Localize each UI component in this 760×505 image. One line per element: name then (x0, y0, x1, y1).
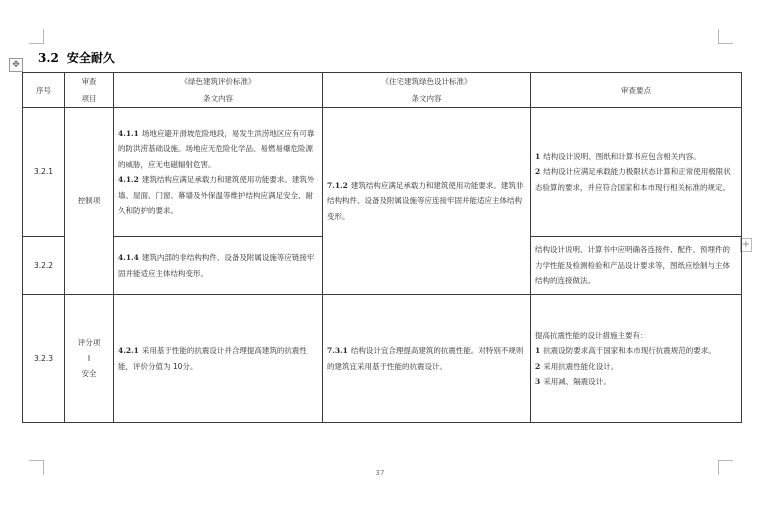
section-title: 安全耐久 (66, 51, 115, 65)
header-review-item-line2: 项目 (81, 94, 97, 103)
gb-clause (118, 343, 318, 374)
gb-clause-text: 建筑内部的非结构构件、设备及附属设施等应链接牢固并能适应主体结构变形。 (118, 253, 315, 278)
review-points-cell (531, 295, 742, 423)
table-row (23, 108, 742, 237)
review-point-text: 采用抗震性能化设计。 (543, 361, 619, 371)
header-gb-standard-line2: 条文内容 (203, 94, 233, 103)
header-review-item-line1: 审查 (81, 77, 97, 86)
review-points-cell (531, 108, 742, 237)
header-residential-standard-line2: 条文内容 (411, 94, 442, 103)
review-point-text: 结构设计说明、图纸和计算书应包含相关内容。 (543, 151, 701, 161)
row-category (65, 295, 114, 423)
table-add-row-icon[interactable]: + (741, 239, 751, 250)
header-residential-standard (323, 73, 531, 108)
review-point-number: 1 (535, 151, 541, 161)
review-point-text: 采用减、隔震设计。 (543, 377, 611, 386)
residential-clause (327, 343, 526, 374)
review-points-cell (531, 237, 742, 295)
review-table (22, 72, 742, 423)
row-category-line1: 评分项 (77, 338, 101, 348)
gb-clause (118, 250, 318, 281)
residential-clause-text: 建筑结构应满足承载力和建筑使用功能要求。建筑非结构构件、设备及附属设施等应连接牢固并能适应主体结构变形。 (327, 180, 524, 221)
review-point (535, 374, 737, 390)
header-gb-standard (114, 73, 323, 108)
review-point-text: 结构设计应满足承载能力极限状态计算和正常使用极限状态验算的要求，并应符合国家和本市现行相关标准的规定。 (535, 167, 731, 192)
review-point-number: 2 (535, 167, 541, 177)
gb-clause (118, 126, 318, 173)
residential-clause-cell (323, 108, 531, 295)
crop-mark-top-left (29, 29, 44, 44)
gb-clause-number: 4.1.4 (118, 253, 139, 262)
section-heading (38, 49, 123, 66)
gb-clause-cell (114, 295, 323, 423)
gb-clause-number: 4.2.1 (118, 346, 139, 355)
table-header-row (23, 73, 742, 108)
residential-clause-cell (323, 295, 531, 423)
gb-clause-text: 场地应避开滑坡危险地段，易发生洪涝地区应有可靠的防洪涝基础设施。场地应无危险化学品、易燃易爆危险源的威胁，应无电磁辐射危害。 (118, 128, 315, 169)
gb-clause-text: 采用基于性能的抗震设计并合理提高建筑的抗震性能，评价分值为 10分。 (118, 346, 307, 371)
header-serial: 序号 (23, 73, 65, 108)
gb-clause-number: 4.1.2 (118, 175, 139, 184)
review-point (535, 359, 737, 375)
crop-mark-top-right (718, 29, 733, 44)
review-point-text: 结构设计说明、计算书中应明确各连接件、配件、预埋件的力学性能及检测检验和产品设计要求等，图纸应绘制与主体结构的连接做法。 (535, 245, 730, 286)
gb-clause-number: 4.1.1 (118, 128, 139, 138)
header-review-item (65, 73, 114, 108)
residential-clause-number: 7.1.2 (327, 180, 348, 190)
residential-clause-number: 7.3.1 (327, 346, 348, 355)
review-point (535, 343, 737, 359)
review-point (535, 164, 737, 195)
section-number: 3.2 (38, 51, 59, 65)
header-residential-standard-line1: 《住宅建筑绿色设计标准》 (381, 77, 472, 86)
row-category-line2: I (87, 353, 91, 363)
table-row (23, 295, 742, 423)
gb-clause (118, 172, 318, 219)
review-point-number: 2 (535, 361, 541, 371)
gb-clause-text: 建筑结构应满足承载力和建筑使用功能要求。建筑外墙、屋面、门窗、幕墙及外保温等维护结构应满足安全、耐久和防护的要求。 (118, 175, 315, 215)
gb-clause-cell (114, 237, 323, 295)
table-move-handle-icon[interactable]: ✥ (9, 58, 23, 72)
review-point-number: 3 (535, 377, 541, 386)
header-review-points: 审查要点 (531, 73, 742, 108)
row-serial: 3.2.2 (23, 237, 65, 295)
header-gb-standard-line1: 《绿色建筑评价标准》 (180, 77, 256, 86)
row-category: 控制项 (65, 108, 114, 295)
row-serial: 3.2.3 (23, 295, 65, 423)
review-point (535, 149, 737, 165)
row-serial: 3.2.1 (23, 108, 65, 237)
residential-clause (327, 178, 526, 225)
residential-clause-text: 结构设计宜合理提高建筑的抗震性能。对特别不规则的建筑宜采用基于性能的抗震设计。 (327, 346, 524, 371)
review-points-intro: 提高抗震性能的设计措施主要有： (535, 330, 648, 340)
row-category-line3: 安全 (81, 369, 97, 379)
page-number: 37 (375, 469, 385, 477)
review-point-number: 1 (535, 346, 541, 355)
review-point-text: 抗震设防要求高于国家和本市现行抗震规范的要求。 (543, 346, 716, 355)
gb-clause-cell (114, 108, 323, 237)
